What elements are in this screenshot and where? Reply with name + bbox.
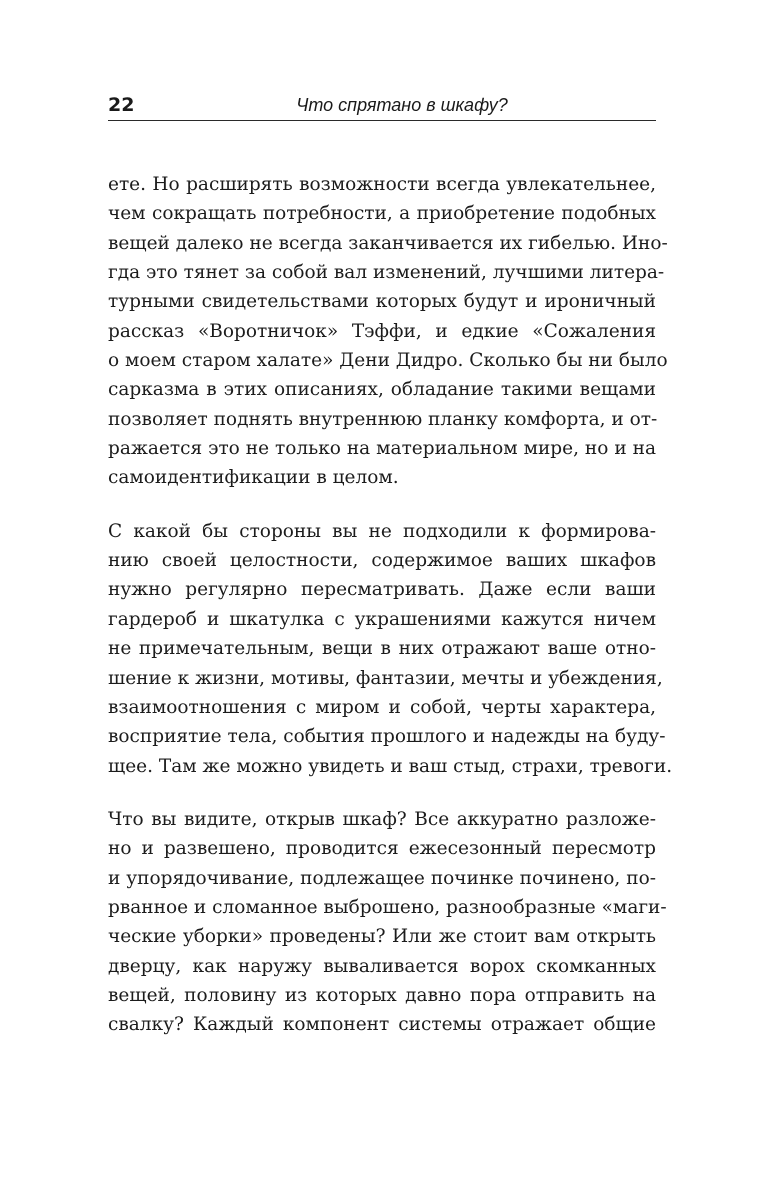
text-line: гардероб и шкатулка с украшениями кажутся ничем bbox=[108, 608, 656, 630]
text-line: вещей, половину из которых давно пора отправить на bbox=[108, 984, 656, 1006]
text-line: ческие уборки» проведены? Или же стоит вам открыть bbox=[108, 926, 656, 948]
text-line: нию своей целостности, содержимое ваших шкафов bbox=[108, 550, 656, 572]
paragraph-2 bbox=[108, 517, 673, 781]
paragraph-3 bbox=[108, 805, 667, 1040]
text-line: Что вы видите, открыв шкаф? Все аккуратно разложе- bbox=[108, 808, 656, 830]
text-line: рванное и сломанное выброшено, разнообразные «маги- bbox=[108, 896, 667, 918]
text-line: сарказма в этих описаниях, обладание такими вещами bbox=[108, 379, 656, 401]
text-line: взаимоотношения с миром и собой, черты характера, bbox=[108, 696, 656, 718]
text-line: свалку? Каждый компонент системы отражает общие bbox=[108, 1014, 656, 1036]
text-line: дверцу, как наружу вываливается ворох скомканных bbox=[108, 955, 656, 977]
text-line: ете. Но расширять возможности всегда увлекательнее, bbox=[108, 174, 656, 195]
running-title: Что спрятано в шкафу? bbox=[296, 95, 508, 115]
text-line: нужно регулярно пересматривать. Даже если ваши bbox=[108, 579, 656, 601]
text-line: гда это тянет за собой вал изменений, лучшими литера- bbox=[108, 262, 665, 284]
text-line: С какой бы стороны вы не подходили к формирова- bbox=[108, 520, 656, 542]
text-line: ражается это не только на материальном мире, но и на bbox=[108, 438, 656, 460]
body-text bbox=[108, 170, 673, 1064]
running-head bbox=[108, 92, 656, 121]
paragraph-1 bbox=[108, 170, 668, 493]
text-line: о моем старом халате» Дени Дидро. Сколько бы ни было bbox=[108, 350, 668, 372]
text-line: но и развешено, проводится ежесезонный пересмотр bbox=[108, 838, 656, 860]
text-line: рассказ «Воротничок» Тэффи, и едкие «Сожаления bbox=[108, 320, 656, 342]
page-number: 22 bbox=[108, 94, 135, 116]
text-line: шение к жизни, мотивы, фантазии, мечты и убеждения, bbox=[108, 667, 663, 689]
text-line: чем сокращать потребности, а приобретение подобных bbox=[108, 203, 656, 225]
text-line: вещей далеко не всегда заканчивается их гибелью. Ино- bbox=[108, 232, 668, 254]
text-line: восприятие тела, события прошлого и надежды на буду- bbox=[108, 726, 666, 748]
text-line: не примечательным, вещи в них отражают ваше отно- bbox=[108, 638, 656, 660]
text-line: самоидентификации в целом. bbox=[108, 467, 399, 489]
text-line: позволяет поднять внутреннюю планку комфорта, и от- bbox=[108, 408, 658, 430]
text-line: щее. Там же можно увидеть и ваш стыд, страхи, тревоги. bbox=[108, 755, 673, 777]
text-line: и упорядочивание, подлежащее починке починено, по- bbox=[108, 867, 656, 889]
text-line: турными свидетельствами которых будут и ироничный bbox=[108, 291, 656, 313]
